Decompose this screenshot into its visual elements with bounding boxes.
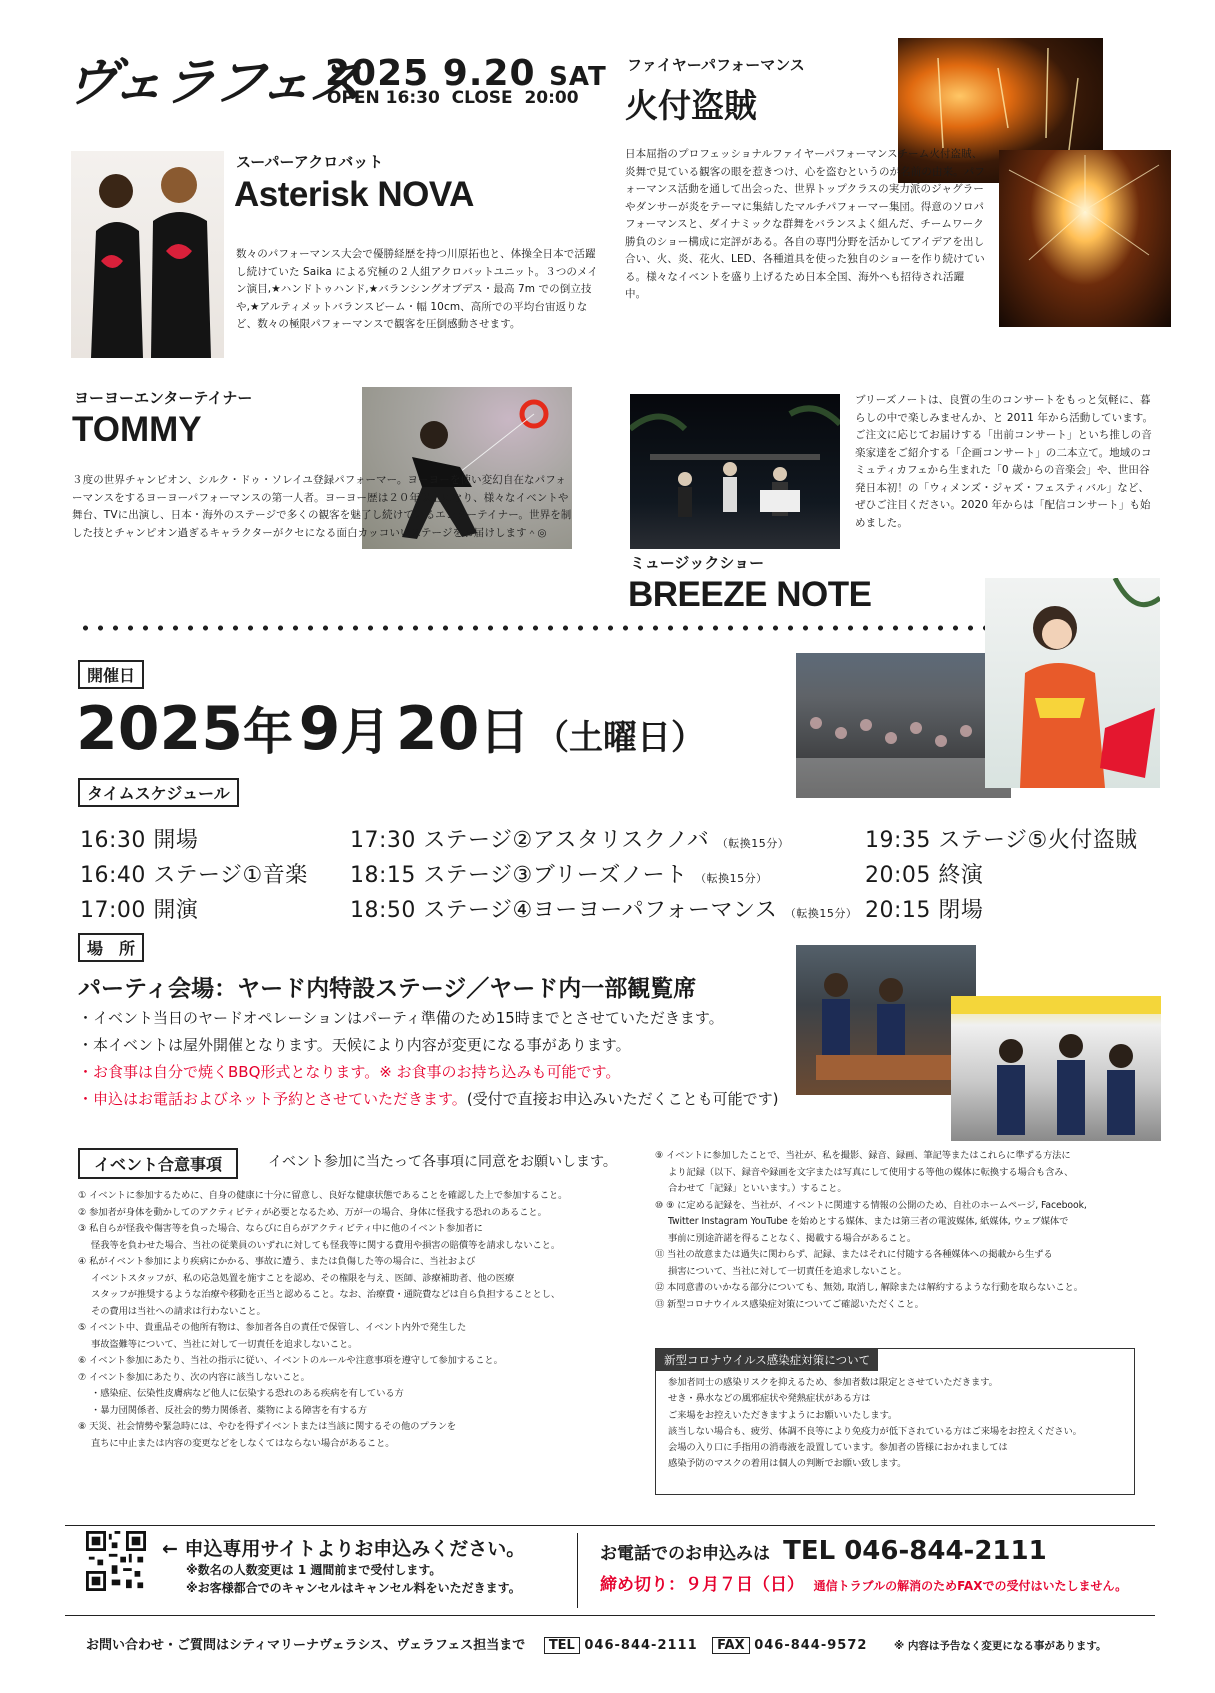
venue-bullet-1: ・イベント当日のヤードオペレーションはパーティ準備のため15時までとさせていただきます。 [78,1009,724,1027]
apply-web-note-2: ※お客様都合でのキャンセルはキャンセル料をいただきます。 [186,1581,521,1595]
fire-photo-2 [999,150,1171,327]
mc-speaker-icon [985,578,1160,788]
schedule-2-2 [350,858,768,889]
venue-title: パーティ会場：ヤード内特設ステージ／ヤード内一部観覧席 [78,976,697,1002]
nova-category: スーパーアクロバット [236,153,384,171]
term-1: ① イベントに参加するために、自身の健康に十分に留意し、良好な健康状態であることを確認した上で参加すること。 [78,1190,568,1201]
covid-line-3: ご来場をお控えいただきますようにお願いいたします。 [668,1409,898,1421]
breeze-description: ブリーズノートは、良質の生のコンサートをもっと気軽に、暮らしの中で楽しみませんか、と 2011 年から活動しています。ご注文に応じてお届けする「出前コンサート」といち推しの音楽家達をご紹介する「企画コンサート」の二本立て。地域のコミュティカフェから生まれた「0 歳からの音楽会」や、世田谷発日本初！の「ウィメンズ・ジャズ・フェスティバル」など、ぜひご注目ください。2020 年からは「配信コンサート」も始めました。 [855,394,1154,529]
covid-lines [656,1371,1134,1473]
term-7: ⑦ イベント参加にあたり、次の内容に該当しないこと。 [78,1371,310,1383]
bbq-photo-2 [951,996,1161,1141]
term-4-cont-3: その費用は当社への請求は行わないこと。 [91,1305,266,1317]
apply-web-note-1: ※数名の人数変更は 1 週間前まで受付します。 [186,1563,442,1577]
term-5: ⑤ イベント中、貴重品その他所有物は、参加者各自の責任で保管し、イベント内外で発生した [78,1322,467,1333]
apply-phone-label: お電話でのお申込みは [600,1544,770,1564]
footer-fax: 046-844-9572 [754,1638,868,1653]
term-8-cont: 直ちに中止または内容の変更などをしなくてはならない場合があること。 [91,1437,395,1449]
schedule-2-3-text: 18:50 ステージ④ヨーヨーパフォーマンス [350,898,778,923]
term-5-cont: 事故盗難等について、当社に対して一切責任を追求しないこと。 [91,1338,358,1350]
header-hours: OPEN 16:30 CLOSE 20:00 [327,88,579,108]
performers-silhouette-icon [71,151,224,358]
footer [86,1634,1107,1653]
term-10-cont-2: 事前に別途許諾を得ることなく、掲載する場合があること。 [668,1232,917,1244]
term-4-cont-1: イベントスタッフが、私の応急処置を施すことを認め、その権限を与え、医師、診療補助者、他の医療 [91,1272,515,1284]
schedule-2-1 [350,823,789,854]
term-9-cont-1: より記録（以下、録音や録画を文字または写真にして使用する等他の媒体に転換する場合も含み、 [668,1166,1074,1178]
header-date-value: 2025 9.20 [325,53,536,94]
term-3: ③ 私自らが怪我や傷害等を負った場合、ならびに自らがアクティビティ中に他のイベント参加者に [78,1223,483,1234]
venue-bullet-4-text: ・申込はお電話およびネット予約とさせていただきます。 [78,1090,467,1108]
event-date [76,692,705,764]
schedule-2-3 [350,893,857,924]
apply-bottom-rule [65,1615,1155,1616]
schedule-2-2-text: 18:15 ステージ③ブリーズノート [350,863,688,888]
agreement-label: イベント合意事項 [78,1148,238,1179]
term-13: ⑬ 新型コロナウイルス感染症対策についてご確認いただくこと。 [655,1298,924,1310]
qr-code[interactable] [86,1531,146,1591]
schedule-3-3: 20:15 閉場 [865,898,984,923]
tommy-category: ヨーヨーエンターテイナー [74,389,253,407]
term-7-a: ・感染症、伝染性皮膚病など他人に伝染する恐れのある疾病を有している方 [91,1388,404,1399]
venue-label: 場 所 [78,933,144,962]
apply-deadline: 締め切り：９月７日（日） [600,1575,804,1595]
bbq-tent-icon [951,996,1161,1141]
term-2: ② 参加者が身体を動かしてのアクティビティが必要となるため、万が一の場合、身体に怪我する恐れのあること。 [78,1206,547,1218]
term-11-cont: 損害について、当社に対して一切責任を追求しないこと。 [668,1265,907,1277]
fire-spark-icon [999,150,1171,327]
qr-code-icon [86,1531,146,1591]
tommy-name: TOMMY [72,410,202,449]
agreement-left-list [78,1188,648,1452]
term-10: ⑩ ⑨ に定める記録を、当社が、イベントに関連する情報の公開のため、自社のホームページ, Facebook, [655,1199,1087,1211]
venue-bullet-3: ・お食事は自分で焼くBBQ形式となります。※ お食事のお持ち込みも可能です。 [78,1063,621,1081]
footer-note: ※ 内容は予告なく変更になる事があります。 [893,1640,1107,1652]
event-day-unit: 日 [479,703,530,761]
schedule-2-1-note: （転換15分） [716,837,790,850]
nova-description: 数々のパフォーマンス大会で優勝経歴を持つ川原拓也と、体操全日本で活躍し続けていた Saika による究極の２人組アクロバットユニット。３つのメイン演目,★ハンドトゥハンド,★バランシングオブデス・最高 7m での倒立技や,★アルティメットバランスビーム・幅 10cm、高所での平均台宙返りなど、数々の極限パフォーマンスで観客を圧倒感動させます。 [236,248,599,330]
covid-line-4: 該当しない場合も、疲労、体調不良等により免疫力が低下されている方はご来場をお控えください。 [668,1425,1082,1437]
term-12: ⑫ 本同意書のいかなる部分についても、無効, 取消し, 解除または解約するような行動を取らないこと。 [655,1282,1083,1293]
nova-photo [71,151,224,358]
schedule-3-1: 19:35 ステージ⑤火付盗賊 [865,828,1138,853]
schedule-3-2: 20:05 終演 [865,863,984,888]
covid-line-1: 参加者同士の感染リスクを抑えるため、参加者数は限定とさせていただきます。 [668,1377,998,1388]
agreement-right-list [655,1148,1160,1313]
schedule-2-1-text: 17:30 ステージ②アスタリスクノバ [350,828,710,853]
event-month: 9 [298,694,341,764]
header-weekday: SAT [549,62,607,92]
footer-tel[interactable]: 046-844-2111 [584,1638,698,1653]
bbq-staff-icon [796,945,976,1095]
term-6: ⑥ イベント参加にあたり、当社の指示に従い、イベントのルールや注意事項を遵守して参加すること。 [78,1355,503,1366]
tommy-description: ３度の世界チャンピオン、シルク・ドゥ・ソレイユ登録パフォーマー。ヨーヨーを使い変幻自在なパフォーマンスをするヨーヨーパフォーマンスの第一人者。ヨーヨー歴は２０年以上になり、様々なイベントや舞台、TVに出演し、日本・海外のステージで多くの観客を魅了し続けているエンターテイナー。世界を制した技とチャンピオン過ぎるキャラクターがクセになる面白カッコいいステージをお届けします＾◎ [72,474,572,539]
covid-line-5: 会場の入り口に手指用の消毒液を設置しています。参加者の皆様におかれましては [668,1442,1008,1454]
event-weekday: （土曜日） [534,718,705,758]
apply-phone-number[interactable]: TEL 046-844-2111 [783,1536,1047,1566]
nova-name: Asterisk NOVA [234,175,474,214]
apply-top-rule [65,1525,1155,1526]
apply-deadline-row [600,1570,1127,1595]
event-date-label: 開催日 [78,660,144,689]
term-3-cont: 怪我等を負わせた場合、当社の従業員のいずれに対しても怪我等に関する費用や損害の賠償等を請求しないこと。 [91,1239,561,1251]
footer-fax-label: FAX [712,1637,749,1654]
term-11: ⑪ 当社の故意または過失に関わらず、記録、またはそれに付随する各種媒体への掲載から生ずる [655,1249,1053,1260]
schedule-1-1: 16:30 開場 [80,828,199,853]
fire-description: 日本屈指のプロフェッショナルファイヤーパフォーマンスチーム火付盗賊、炎舞で見ている観客の眼を惹きつけ、心を盗むというのが名前の由来。パフォーマンス活動を通して出会った、世界トップクラスの実力派のジャグラーやダンサーが炎をテーマに集結したマルチパフォーマー集団。得意のソロパフォーマンスと、ダイナミックな群舞をバランスよく組んだ、チームワーク勝負のショー構成に定評がある。各自の専門分野を活かしてアイデアを出し合い、火、炎、花火、LED、各種道具を使った独自のショーを作り続けている。様々なイベントを盛り上げるため日本全国、海外へも招待され活躍中。 [625,148,985,300]
event-logo: ヴェラフェス [61,53,365,113]
footer-contact: お問い合わせ・ご質問はシティマリーナヴェラシス、ヴェラフェス担当まで [86,1638,526,1653]
covid-line-6: 感染予防のマスクの着用は個人の判断でお願い致します。 [668,1458,907,1470]
event-year-unit: 年 [243,703,293,761]
event-month-unit: 月 [340,703,391,761]
venue-bullet-2: ・本イベントは屋外開催となります。天候により内容が変更になる事があります。 [78,1036,631,1054]
term-9: ⑨ イベントに参加したことで、当社が、私を撮影、録音、録画、筆記等またはこれらに準ずる方法に [655,1150,1071,1161]
apply-web-title[interactable]: ← 申込専用サイトよりお申込みください。 [162,1538,526,1560]
schedule-2-2-note: （転換15分） [695,872,768,885]
schedule-1-3: 17:00 開演 [80,898,199,923]
term-9-cont-2: 合わせて「記録」といいます。）すること。 [668,1183,847,1194]
event-year: 2025 [76,694,243,764]
venue-bullet-4 [78,1088,779,1109]
term-7-b: ・暴力団関係者、反社会的勢力関係者、薬物による障害を有する方 [91,1404,367,1416]
breeze-name: BREEZE NOTE [628,575,872,614]
schedule-2-3-note: （転換15分） [784,907,858,920]
dotted-divider [78,625,986,631]
fire-name: 火付盗賊 [625,86,757,125]
apply-fax-note: 通信トラブルの解消のためFAXでの受付はいたしません。 [813,1579,1128,1593]
crowd-icon [796,653,1011,798]
party-crowd-photo [796,653,1011,798]
term-4-cont-2: スタッフが推奨するような治療や移動を正当と認めること。なお、治療費・通院費などは自ら負担することとし、 [91,1289,561,1300]
covid-line-2: せき・鼻水などの風邪症状や発熱症状がある方は [668,1393,871,1405]
apply-phone [600,1536,1047,1566]
venue-bullet-4-note: (受付で直接お申込みいただくことも可能です) [466,1090,779,1108]
apply-divider [577,1533,578,1608]
event-day: 20 [395,694,480,764]
covid-title: 新型コロナウイルス感染症対策について [656,1349,878,1371]
breeze-photo [630,394,840,549]
schedule-1-2: 16:40 ステージ①音楽 [80,863,308,888]
covid-box [655,1348,1135,1495]
term-4: ④ 私がイベント参加により疾病にかかる、事故に遭う、または負傷した等の場合に、当社および [78,1256,476,1267]
schedule-label: タイムスケジュール [78,778,239,807]
agreement-intro: イベント参加に当たって各事項に同意をお願いします。 [268,1154,617,1170]
term-8: ⑧ 天災、社会情勢や緊急時には、やむを得ずイベントまたは当該に関するその他のプランを [78,1421,457,1432]
term-10-cont-1: Twitter Instagram YouTube を始めとする媒体、または第三者の電波媒体, 紙媒体, ウェブ媒体で [668,1216,1069,1227]
fire-category: ファイヤーパフォーマンス [627,56,805,74]
musicians-icon [630,394,840,549]
footer-tel-label: TEL [544,1637,580,1654]
breeze-category: ミュージックショー [630,554,765,572]
mc-photo [985,578,1160,788]
bbq-photo-1 [796,945,976,1095]
